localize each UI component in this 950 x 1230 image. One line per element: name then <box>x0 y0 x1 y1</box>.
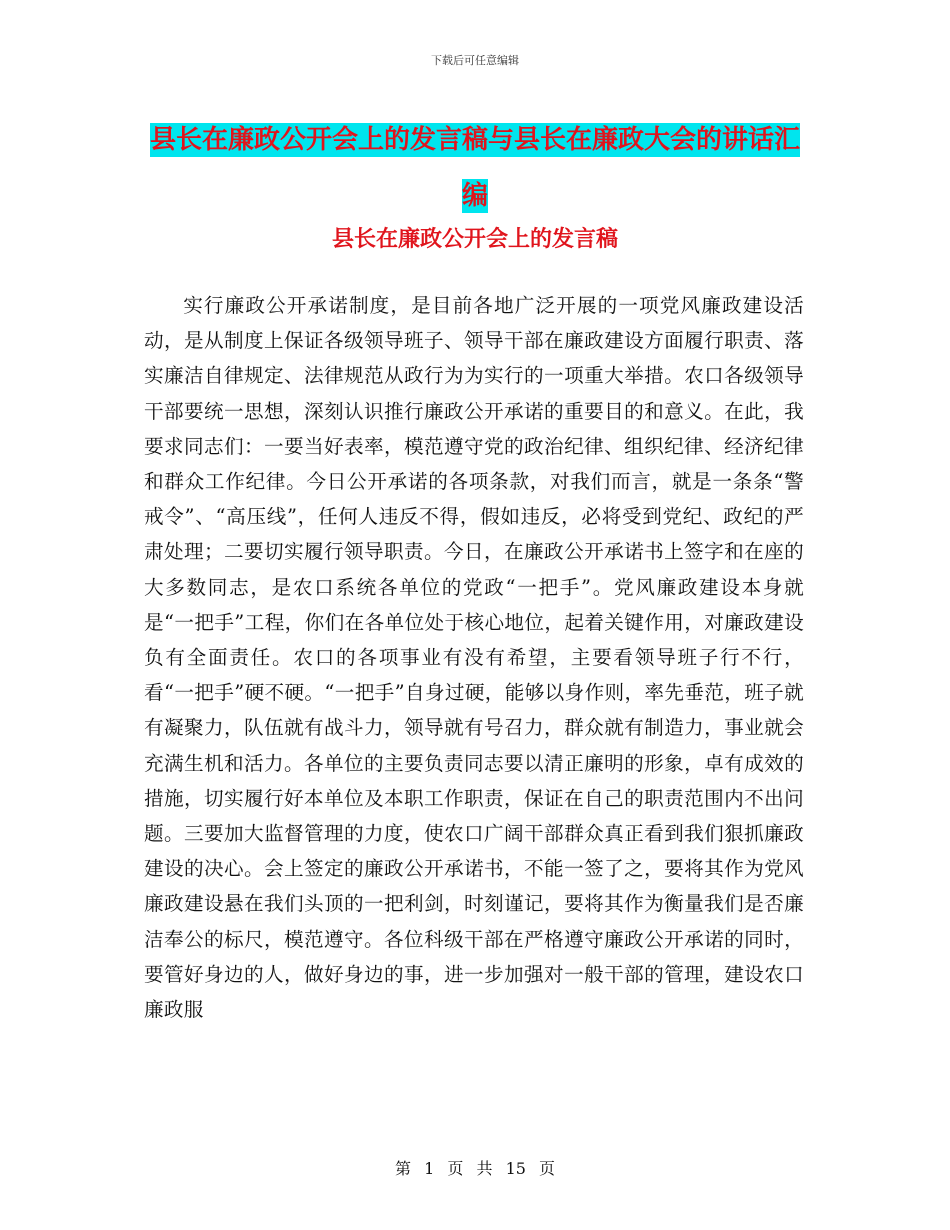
document-title: 县长在廉政公开会上的发言稿与县长在廉政大会的讲话汇编 <box>149 125 800 211</box>
section-title: 县长在廉政公开会上的发言稿 <box>331 227 618 252</box>
footer-page-number: 1 <box>424 1159 435 1178</box>
document-title-block <box>140 112 810 224</box>
footer-page-unit: 页 <box>447 1159 464 1178</box>
body-paragraph: 实行廉政公开承诺制度，是目前各地广泛开展的一项党风廉政建设活动，是从制度上保证各级领导班子、领导干部在廉政建设方面履行职责、落实廉洁自律规定、法律规范从政行为为实行的一项重大举措。农口各级领导干部要统一思想，深刻认识推行廉政公开承诺的重要目的和意义。在此，我要求同志们：一要当好表率，模范遵守党的政治纪律、组织纪律、经济纪律和群众工作纪律。今日公开承诺的各项条款，对我们而言，就是一条条“警戒令”、“高压线”，任何人违反不得，假如违反，必将受到党纪、政纪的严肃处理；二要切实履行领导职责。今日，在廉政公开承诺书上签字和在座的大多数同志，是农口系统各单位的党政“一把手”。党风廉政建设本身就是“一把手”工程，你们在各单位处于核心地位，起着关键作用，对廉政建设负有全面责任。农口的各项事业有没有希望，主要看领导班子行不行，看“一把手”硬不硬。“一把手”自身过硬，能够以身作则，率先垂范，班子就有凝聚力，队伍就有战斗力，领导就有号召力，群众就有制造力，事业就会充满生机和活力。各单位的主要负责同志要以清正廉明的形象，卓有成效的措施，切实履行好本单位及本职工作职责，保证在自己的职责范围内不出问题。三要加大监督管理的力度，使农口广阔干部群众真正看到我们狠抓廉政建设的决心。会上签定的廉政公开承诺书，不能一签了之，要将其作为党风廉政建设悬在我们头顶的一把利剑，时刻谨记，要将其作为衡量我们是否廉洁奉公的标尺，模范遵守。各位科级干部在严格遵守廉政公开承诺的同时，要管好身边的人，做好身边的事，进一步加强对一般干部的管理，建设农口廉政服 <box>144 294 804 1022</box>
footer-total-unit: 页 <box>539 1159 556 1178</box>
page-footer <box>0 1156 950 1179</box>
footer-total-prefix: 共 <box>476 1159 493 1178</box>
page-header-note: 下载后可任意编辑 <box>431 54 519 67</box>
footer-page-prefix: 第 <box>394 1159 411 1178</box>
footer-total-pages: 15 <box>505 1159 526 1178</box>
